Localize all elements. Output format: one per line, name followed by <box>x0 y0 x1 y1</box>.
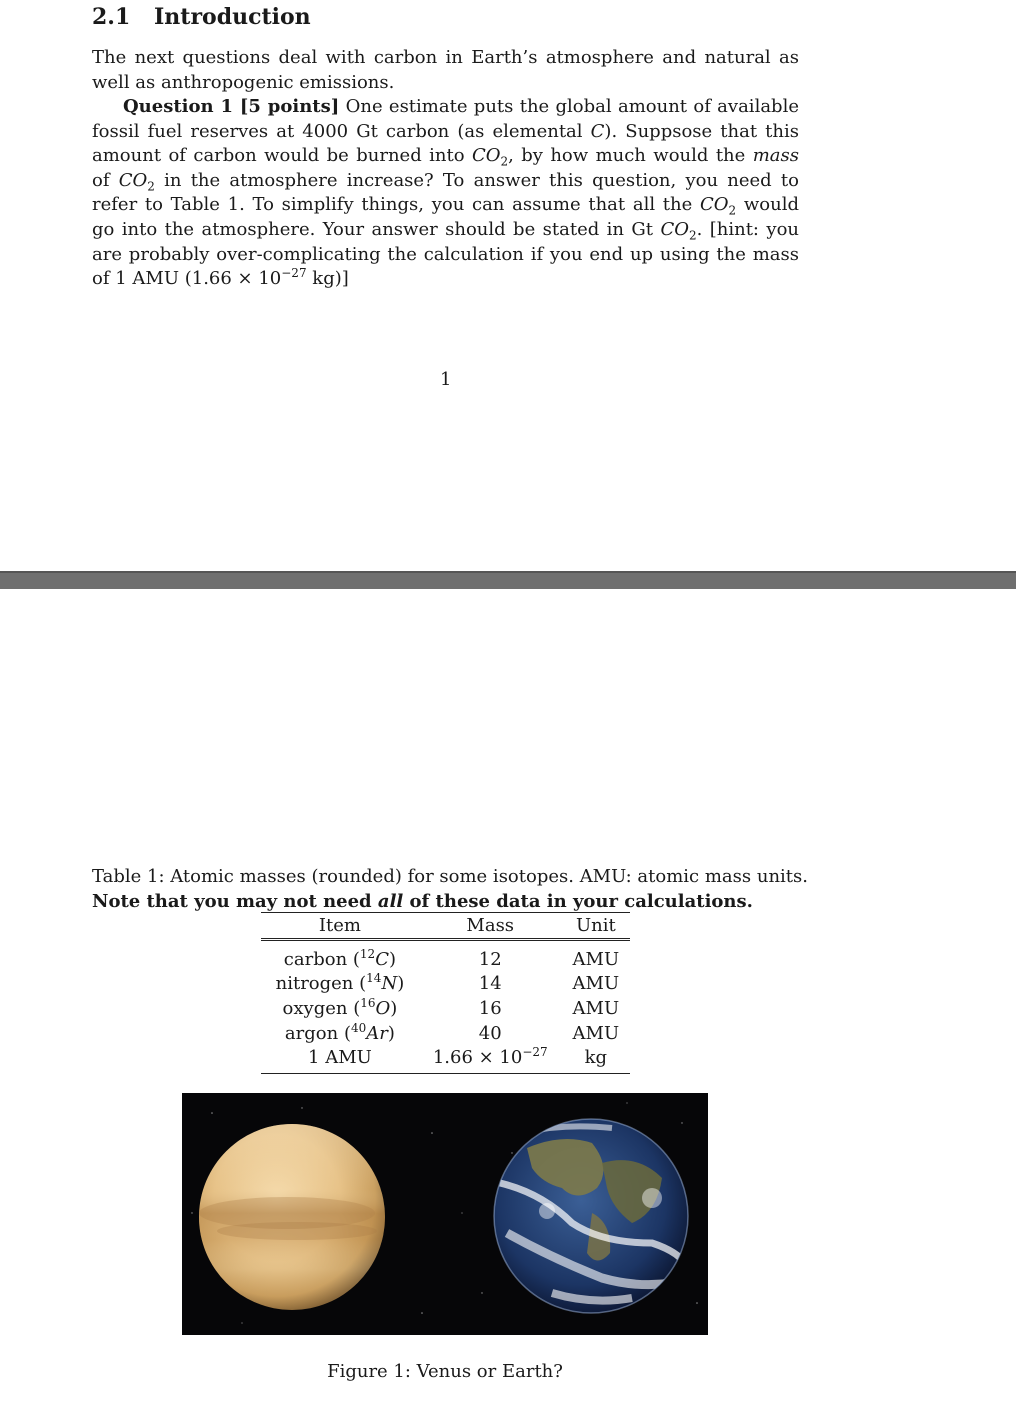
mass-cell: 12 <box>478 948 502 970</box>
intro-paragraph: The next questions deal with carbon in Earth’s atmosphere and natural as well as anthropogenic emissions. <box>92 47 799 93</box>
page-1 <box>0 0 1016 571</box>
unit-cell: AMU <box>572 948 620 970</box>
earth-planet <box>494 1119 688 1313</box>
table-note: Note that you may not need all of these data in your calculations. <box>92 890 753 912</box>
section-number: 2.1 <box>92 4 131 30</box>
page-separator <box>0 571 1016 589</box>
mass-cell: 14 <box>478 973 502 995</box>
item-cell: nitrogen ($^{14}$N) <box>275 971 405 995</box>
table-row <box>261 996 630 1021</box>
table-header-row <box>261 913 630 940</box>
question-label: Question 1 [5 points] <box>123 96 340 117</box>
section-title: Introduction <box>154 4 311 30</box>
header-item: Item <box>318 915 361 936</box>
item-cell: 1 AMU <box>308 1047 372 1069</box>
header-mass: Mass <box>466 915 515 936</box>
venus-earth-figure <box>182 1093 708 1335</box>
mass-cell: 16 <box>478 997 502 1019</box>
table-row <box>261 1021 630 1046</box>
question-1-paragraph: Question 1 [5 points] One estimate puts the global amount of available fossil fuel reserves at 4000 Gt carbon (as elemental C). Suppsose that this amount of carbon would be burned into $CO_2$, by how much would the mass of $CO_2$ in the atmosphere increase? To answer this question, you need to refer to Table 1. To simplify things, you can assume that all the $CO_2$ would go into the atmosphere. Your answer should be stated in Gt $CO_2$. [hint: you are probably over-complicating the calculation if you end up using the mass of 1 AMU ($1.66 \times 10^{-27}$ kg)] <box>92 96 800 290</box>
table-row <box>261 940 630 972</box>
planets-image <box>182 1093 708 1335</box>
table-row <box>261 972 630 997</box>
venus-planet <box>199 1124 385 1310</box>
header-unit: Unit <box>575 915 616 936</box>
atomic-mass-table <box>261 912 630 1074</box>
page-number: 1 <box>440 369 452 390</box>
item-cell: oxygen ($^{16}$O) <box>282 995 398 1019</box>
table-row <box>261 1045 630 1073</box>
section-heading <box>92 4 311 30</box>
unit-cell: AMU <box>572 1022 620 1044</box>
unit-cell: AMU <box>572 997 620 1019</box>
item-cell: argon ($^{40}$Ar) <box>284 1020 395 1044</box>
item-cell: carbon ($^{12}$C) <box>283 946 397 970</box>
mass-cell: $1.66 \times 10^{-27}$ <box>432 1045 548 1069</box>
figure-caption: Figure 1: Venus or Earth? <box>327 1361 563 1382</box>
table-caption: Table 1: Atomic masses (rounded) for some isotopes. AMU: atomic mass units. Note that you may not need all of these data in your calculations. <box>92 865 812 914</box>
mass-cell: 40 <box>478 1022 502 1044</box>
unit-cell: AMU <box>572 973 620 995</box>
unit-cell: kg <box>584 1047 608 1069</box>
